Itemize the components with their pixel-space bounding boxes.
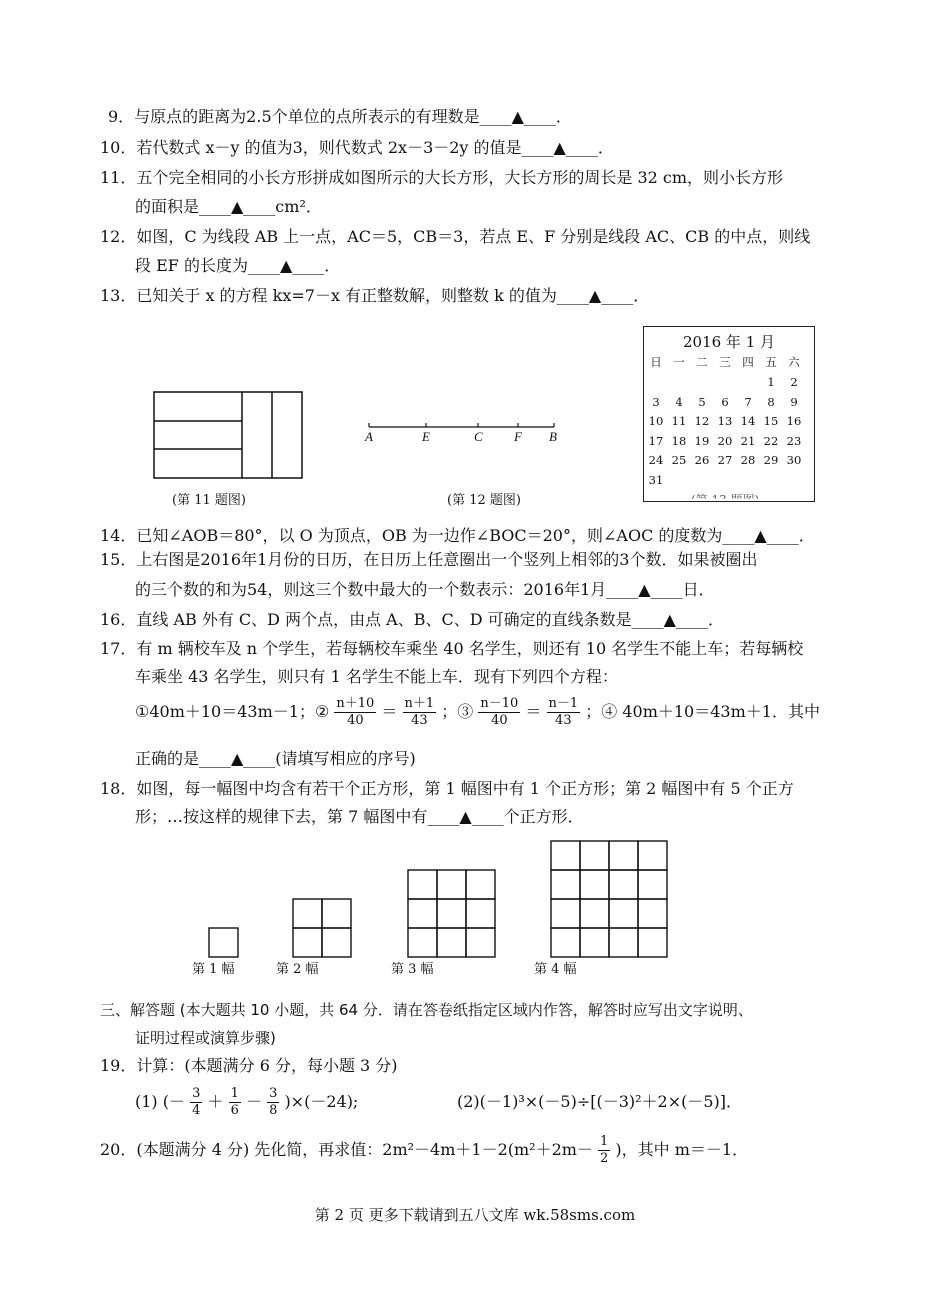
q20-prefix: 20．(本题满分 4 分) 先化简，再求值：2m²－4m＋1－2(m²＋2m－ xyxy=(100,1140,593,1159)
calendar-day: 5 xyxy=(698,394,706,409)
figure-18-square-grids xyxy=(185,838,685,980)
question-19: 19．计算：(本题满分 6 分，每小题 3 分) xyxy=(100,1056,398,1075)
calendar-day: 22 xyxy=(763,433,779,448)
question-11-line2: 的面积是____▲____cm²． xyxy=(135,197,322,216)
section-3-heading-line1: 三、解答题 (本大题共 10 小题，共 64 分．请在答卷纸指定区域内作答，解答时应写出文字说明、 xyxy=(100,1001,753,1019)
grid-square xyxy=(609,870,638,899)
figure-11-caption: (第 11 题图) xyxy=(172,493,246,508)
calendar-day: 16 xyxy=(786,414,802,429)
grid-square xyxy=(293,899,322,928)
grid-square xyxy=(580,928,609,957)
calendar-title: 2016 年 1 月 xyxy=(682,333,776,351)
question-18-line2: 形；…按这样的规律下去，第 7 幅图中有____▲____个正方形． xyxy=(135,807,584,826)
calendar-day: 12 xyxy=(694,414,710,429)
question-10: 10．若代数式 x－y 的值为3，则代数式 2x－3－2y 的值是____▲____． xyxy=(100,138,614,157)
q17-equals-2: ＝ xyxy=(525,702,542,721)
calendar-day: 23 xyxy=(786,433,802,448)
grid-caption-3: 第 3 幅 xyxy=(391,962,434,977)
section-3-heading-line2: 证明过程或演算步骤) xyxy=(135,1029,276,1047)
calendar-day: 31 xyxy=(648,473,664,487)
calendar-day: 30 xyxy=(786,453,802,468)
calendar-day: 24 xyxy=(648,453,664,468)
figure-11-rectangles xyxy=(150,388,306,482)
grid-square xyxy=(609,841,638,870)
calendar-weekday: 日 xyxy=(650,355,662,369)
calendar-day: 6 xyxy=(721,394,729,409)
q20-suffix: )，其中 m＝－1． xyxy=(615,1140,749,1159)
label-e: E xyxy=(422,429,430,444)
grid-square xyxy=(466,899,495,928)
grid-square xyxy=(322,928,351,957)
grid-square xyxy=(437,870,466,899)
q20-fraction: $\frac{1}{2}$ xyxy=(600,1134,609,1166)
q17-equals-1: ＝ xyxy=(381,702,398,721)
calendar-weekday: 三 xyxy=(719,355,731,369)
figure-12-segment xyxy=(360,418,570,446)
calendar-day: 26 xyxy=(694,453,710,468)
page-footer: 第 2 页 更多下载请到五八文库 wk.58sms.com xyxy=(314,1206,636,1224)
question-16: 16．直线 AB 外有 C、D 两个点，由点 A、B、C、D 可确定的直线条数是____▲____． xyxy=(100,610,724,629)
square-grid-2 xyxy=(293,899,351,957)
question-15-line1: 15．上右图是2016年1月份的日历，在日历上任意圈出一个竖列上相邻的3个数．如果被圈出 xyxy=(100,550,758,569)
question-19-part-1 xyxy=(135,1082,358,1122)
grid-caption-1: 第 1 幅 xyxy=(192,962,235,977)
calendar-day: 21 xyxy=(740,433,756,448)
grid-square xyxy=(466,870,495,899)
big-rectangle xyxy=(154,392,302,478)
q19-1-fraction-c: $\frac{3}{8}$ xyxy=(269,1086,278,1118)
calendar-day: 20 xyxy=(717,433,733,448)
q17-separator: ；③ xyxy=(441,702,474,721)
label-f: F xyxy=(514,429,522,444)
label-a: A xyxy=(365,429,373,444)
square-grid-4 xyxy=(551,841,667,957)
square-grid-3 xyxy=(408,870,495,957)
grid-square xyxy=(551,928,580,957)
label-c: C xyxy=(474,429,483,444)
calendar-day: 14 xyxy=(740,414,756,429)
question-17-line2: 车乘坐 43 名学生，则只有 1 名学生不能上车．现有下列四个方程： xyxy=(135,667,618,686)
calendar-day: 10 xyxy=(648,414,664,429)
grid-square xyxy=(437,899,466,928)
grid-square xyxy=(466,928,495,957)
q17-option-4: ；④ 40m＋10＝43m＋1．其中 xyxy=(585,702,820,721)
grid-square xyxy=(408,928,437,957)
grid-square xyxy=(408,870,437,899)
grid-square xyxy=(580,899,609,928)
calendar-day: 25 xyxy=(671,453,687,468)
grid-caption-2: 第 2 幅 xyxy=(276,962,319,977)
calendar-day: 15 xyxy=(763,414,779,429)
q19-1-suffix: )×(－24); xyxy=(284,1092,359,1111)
question-13: 13．已知关于 x 的方程 kx=7－x 有正整数解，则整数 k 的值为____▲____． xyxy=(100,286,650,305)
grid-square xyxy=(609,928,638,957)
question-9: 9．与原点的距离为2.5个单位的点所表示的有理数是____▲____． xyxy=(108,107,572,126)
calendar-day: 3 xyxy=(652,394,660,409)
grid-square xyxy=(293,928,322,957)
calendar-weekday: 二 xyxy=(696,355,708,369)
grid-square xyxy=(551,899,580,928)
calendar-weekday: 一 xyxy=(673,355,685,369)
grid-square xyxy=(580,841,609,870)
q19-1-minus: － xyxy=(245,1092,262,1111)
question-19-part-2: (2)(－1)³×(－5)÷[(－3)²＋2×(－5)]． xyxy=(457,1092,743,1111)
label-b: B xyxy=(549,429,557,444)
calendar-day: 27 xyxy=(717,453,733,468)
grid-square xyxy=(638,870,667,899)
question-15-line2: 的三个数的和为54，则这三个数中最大的一个数表示：2016年1月____▲____日． xyxy=(135,580,715,599)
calendar-weekday: 四 xyxy=(742,355,754,369)
grid-square xyxy=(209,928,238,957)
question-17-line1: 17．有 m 辆校车及 n 个学生，若每辆校车乘坐 40 名学生，则还有 10 名学生不能上车；若每辆校 xyxy=(100,639,804,658)
question-11-line1: 11．五个完全相同的小长方形拼成如图所示的大长方形，大长方形的周长是 32 cm，则小长方形 xyxy=(100,168,784,187)
calendar-day: 13 xyxy=(717,414,733,429)
question-12-line2: 段 EF 的长度为____▲____． xyxy=(135,256,341,275)
q19-1-prefix: (1) (－ xyxy=(135,1092,185,1111)
grid-square xyxy=(322,899,351,928)
question-12-line1: 12．如图，C 为线段 AB 上一点，AC＝5，CB＝3，若点 E、F 分别是线段 AC、CB 的中点，则线 xyxy=(100,227,811,246)
calendar-weekday: 五 xyxy=(765,355,777,369)
grid-square xyxy=(408,899,437,928)
grid-square xyxy=(551,841,580,870)
q17-fraction-3: $\frac{n-10}{40}$ xyxy=(480,696,519,728)
calendar-day: 7 xyxy=(744,394,752,409)
calendar-day: 29 xyxy=(763,453,779,468)
calendar-figure-13 xyxy=(643,326,815,502)
q17-fraction-2: $\frac{n+1}{43}$ xyxy=(404,696,435,728)
calendar-day: 18 xyxy=(671,433,687,448)
q17-fraction-4: $\frac{n-1}{43}$ xyxy=(548,696,579,728)
grid-square xyxy=(580,870,609,899)
q19-1-fraction-a: $\frac{3}{4}$ xyxy=(192,1086,201,1118)
square-grid-1 xyxy=(209,928,238,957)
calendar-day: 11 xyxy=(671,414,687,429)
grid-square xyxy=(638,899,667,928)
question-17-line4: 正确的是____▲____(请填写相应的序号) xyxy=(135,749,416,768)
question-20 xyxy=(100,1130,748,1170)
q19-1-fraction-b: $\frac{1}{6}$ xyxy=(230,1086,239,1118)
grid-caption-4: 第 4 幅 xyxy=(534,962,577,977)
question-18-line1: 18．如图，每一幅图中均含有若干个正方形，第 1 幅图中有 1 个正方形；第 2 幅图中有 5 个正方 xyxy=(100,779,794,798)
calendar-day: 1 xyxy=(767,375,775,389)
calendar-day: 17 xyxy=(648,433,664,448)
grid-square xyxy=(609,899,638,928)
calendar-weekday: 六 xyxy=(788,355,800,369)
calendar-day: 28 xyxy=(740,453,756,468)
grid-square xyxy=(638,841,667,870)
grid-square xyxy=(551,870,580,899)
q17-fraction-1: $\frac{n+10}{40}$ xyxy=(336,696,375,728)
calendar-day: 2 xyxy=(790,375,798,389)
q17-option-1: ①40m＋10＝43m－1；② xyxy=(135,702,330,721)
grid-square xyxy=(638,928,667,957)
figure-12-caption: (第 12 题图) xyxy=(447,493,521,508)
calendar-day: 19 xyxy=(694,433,710,448)
calendar-day: 4 xyxy=(675,394,683,409)
calendar-day: 8 xyxy=(767,394,775,409)
question-17-options xyxy=(135,692,820,732)
question-14: 14．已知∠AOB＝80°，以 O 为顶点，OB 为一边作∠BOC＝20°，则∠AOC 的度数为____▲____． xyxy=(100,526,815,545)
grid-square xyxy=(437,928,466,957)
calendar-day: 9 xyxy=(790,394,798,409)
q19-1-plus: ＋ xyxy=(207,1092,224,1111)
